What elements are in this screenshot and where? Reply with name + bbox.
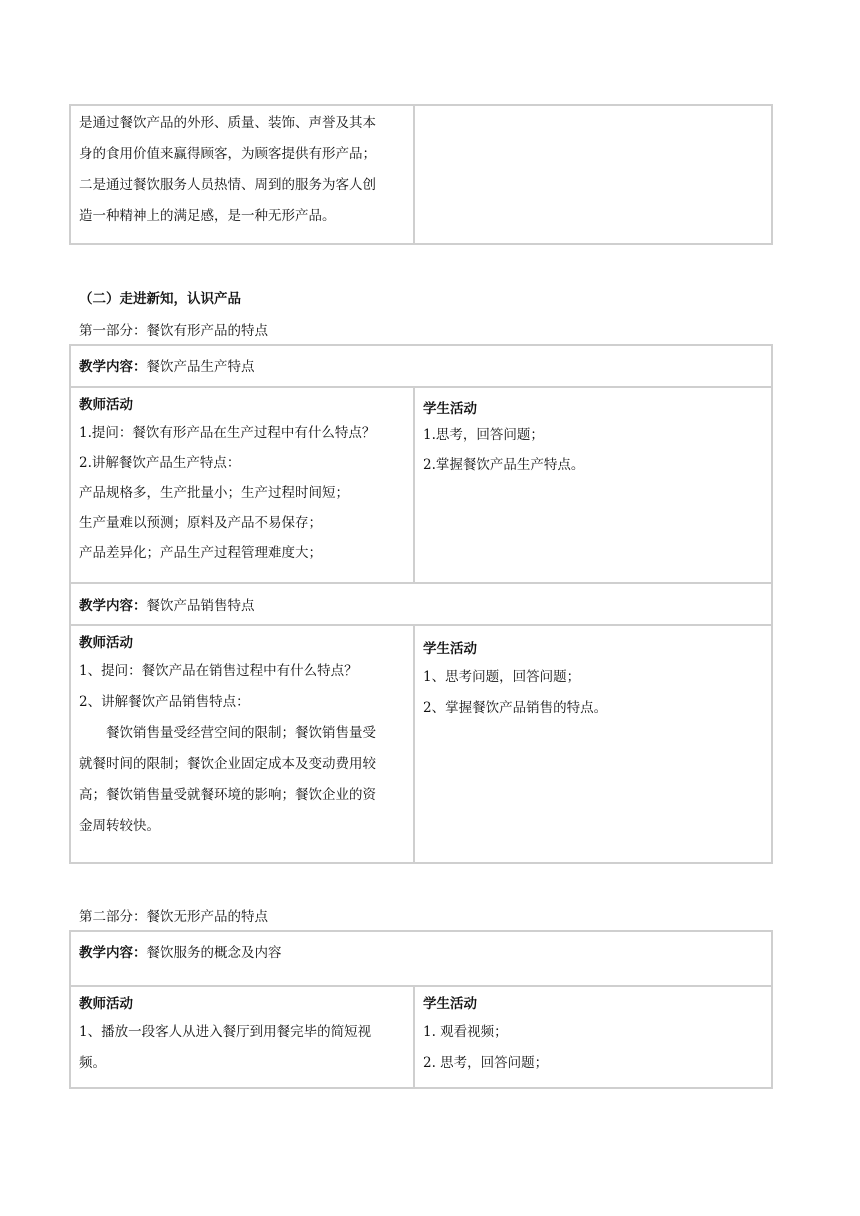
student-cell bbox=[415, 987, 771, 1087]
content-label: 教学内容： bbox=[79, 945, 147, 961]
text-line: 频。 bbox=[79, 1055, 106, 1071]
intro-right-cell bbox=[415, 106, 771, 243]
intro-table bbox=[69, 104, 773, 245]
student-cell bbox=[415, 388, 771, 582]
student-label: 学生活动 bbox=[423, 641, 477, 657]
text-line: 2、讲解餐饮产品销售特点： bbox=[79, 694, 250, 710]
text-line: 2. 思考，回答问题； bbox=[423, 1055, 549, 1071]
content-label: 教学内容： bbox=[79, 598, 147, 614]
content-row bbox=[71, 584, 771, 624]
text-line: 生产量难以预测；原料及产品不易保存； bbox=[79, 515, 322, 531]
content-value: 餐饮服务的概念及内容 bbox=[146, 945, 282, 961]
text-line: 1.思考，回答问题； bbox=[423, 427, 544, 443]
student-cell bbox=[415, 626, 771, 862]
content-value: 餐饮产品销售特点 bbox=[146, 598, 255, 614]
teacher-cell bbox=[71, 626, 415, 862]
intro-left-cell bbox=[71, 106, 415, 243]
teacher-label: 教师活动 bbox=[79, 996, 133, 1012]
text-line: 产品规格多，生产批量小；生产过程时间短； bbox=[79, 485, 349, 501]
text-line: 就餐时间的限制；餐饮企业固定成本及变动费用较 bbox=[79, 756, 376, 772]
content-label: 教学内容： bbox=[79, 359, 147, 375]
text-line: 1、提问：餐饮产品在销售过程中有什么特点？ bbox=[79, 663, 358, 679]
content-row bbox=[71, 932, 771, 985]
teacher-label: 教师活动 bbox=[79, 397, 133, 413]
text-line: 1、思考问题，回答问题； bbox=[423, 669, 581, 685]
intangible-product-table bbox=[69, 930, 773, 1089]
text-line: 二是通过餐饮服务人员热情、周到的服务为客人创 bbox=[79, 177, 376, 193]
text-line: 产品差异化；产品生产过程管理难度大； bbox=[79, 545, 322, 561]
text-line: 2.掌握餐饮产品生产特点。 bbox=[423, 457, 585, 473]
text-line: 1.提问：餐饮有形产品在生产过程中有什么特点？ bbox=[79, 425, 376, 441]
text-line: 是通过餐饮产品的外形、质量、装饰、声誉及其本 bbox=[79, 115, 376, 131]
text-line: 2.讲解餐饮产品生产特点： bbox=[79, 455, 241, 471]
student-label: 学生活动 bbox=[423, 401, 477, 417]
text-line: 造一种精神上的满足感，是一种无形产品。 bbox=[79, 208, 336, 224]
teacher-cell bbox=[71, 388, 415, 582]
part1-title: 第一部分：餐饮有形产品的特点 bbox=[79, 323, 268, 339]
section-heading: （二）走进新知，认识产品 bbox=[79, 291, 241, 307]
tangible-product-table bbox=[69, 344, 773, 864]
text-line: 1. 观看视频； bbox=[423, 1024, 508, 1040]
student-label: 学生活动 bbox=[423, 996, 477, 1012]
text-line: 2、掌握餐饮产品销售的特点。 bbox=[423, 700, 608, 716]
text-line: 高；餐饮销售量受就餐环境的影响；餐饮企业的资 bbox=[79, 787, 376, 803]
text-line: 金周转较快。 bbox=[79, 818, 160, 834]
content-value: 餐饮产品生产特点 bbox=[146, 359, 255, 375]
text-line: 身的食用价值来赢得顾客，为顾客提供有形产品； bbox=[79, 146, 376, 162]
part2-title: 第二部分：餐饮无形产品的特点 bbox=[79, 909, 268, 925]
text-line: 餐饮销售量受经营空间的限制；餐饮销售量受 bbox=[106, 725, 376, 741]
text-line: 1、播放一段客人从进入餐厅到用餐完毕的简短视 bbox=[79, 1024, 372, 1040]
teacher-cell bbox=[71, 987, 415, 1087]
content-row bbox=[71, 346, 771, 386]
teacher-label: 教师活动 bbox=[79, 635, 133, 651]
